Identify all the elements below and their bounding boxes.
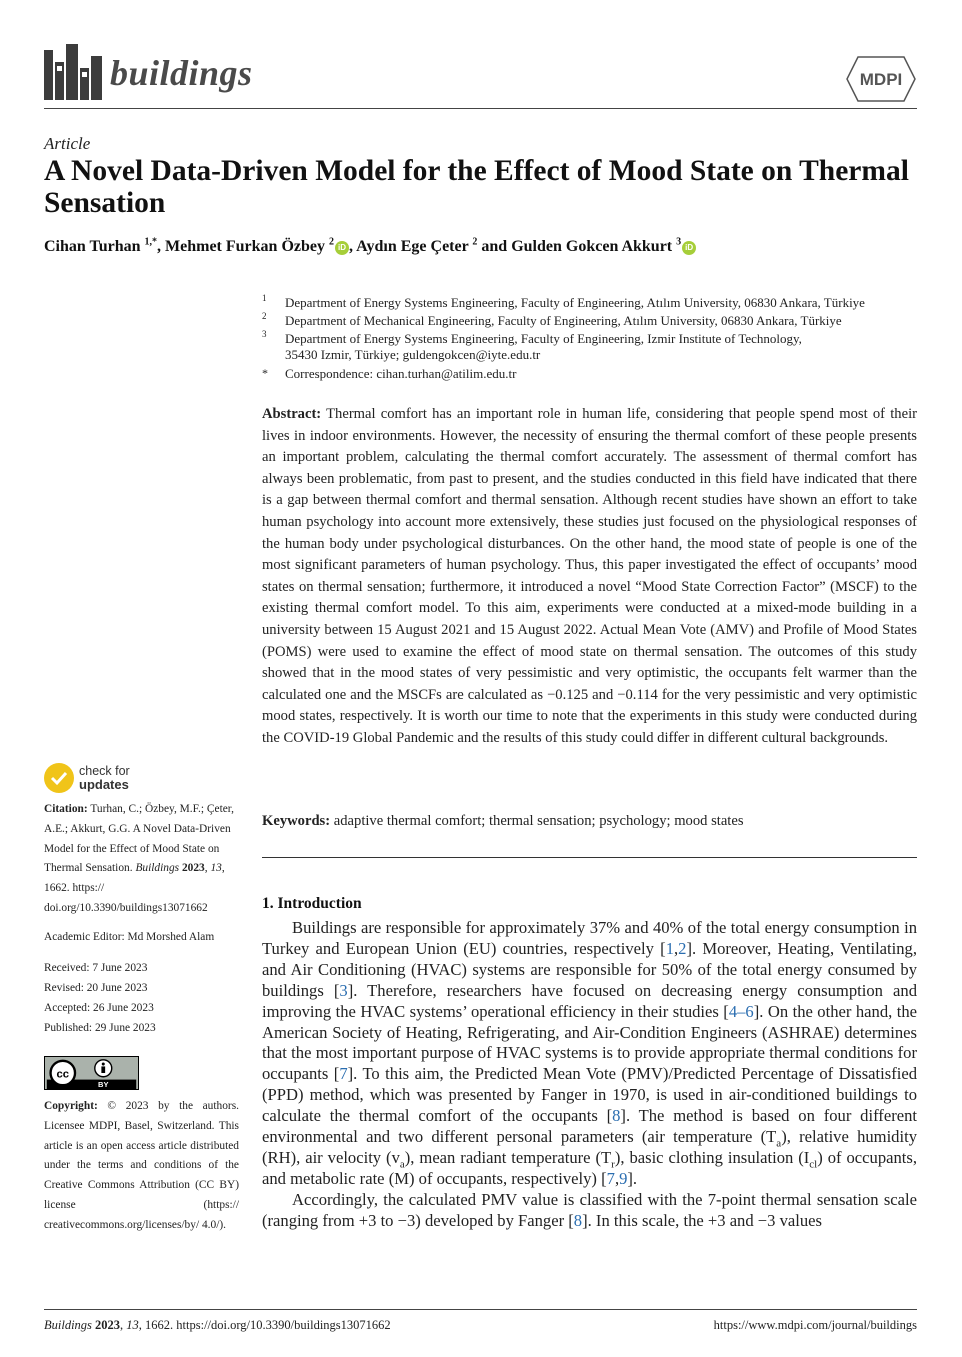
citation-block: Citation: Turhan, C.; Özbey, M.F.; Çeter, A.E.; Akkurt, G.G. A Novel Data-Driven Model for the Effect of Mood State on Thermal Sensation. Buildings 2023, 13, 1662. https:// doi.org/10.3390/buildings13071662: [44, 803, 234, 914]
author-affiliation-mark: 2: [329, 236, 334, 248]
author-affiliation-mark: 3: [676, 236, 682, 248]
date-received: Received: 7 June 2023: [44, 962, 148, 974]
keywords-text: adaptive thermal comfort; thermal sensation; psychology; mood states: [333, 813, 744, 829]
author-affiliation-mark: 2: [472, 236, 478, 248]
orcid-icon[interactable]: iD: [682, 241, 696, 255]
svg-text:cc: cc: [56, 1068, 70, 1081]
keywords-label: Keywords:: [262, 813, 331, 829]
citation-link[interactable]: 7: [606, 1168, 615, 1188]
date-accepted: Accepted: 26 June 2023: [44, 1002, 154, 1014]
citation-link[interactable]: 4–6: [728, 1001, 754, 1021]
author-list: Cihan Turhan $^{1,*}$, Mehmet Furkan Özbey $^2$ iD , Aydın Ege Çeter $^2$ and Gulden Gokcen Akkurt $^3$ iD: [44, 238, 696, 256]
academic-editor: Academic Editor: Md Morshed Alam: [44, 931, 215, 943]
article-type: Article: [44, 134, 91, 153]
cc-by-license-icon[interactable]: [44, 1056, 139, 1090]
date-published: Published: 29 June 2023: [44, 1022, 156, 1034]
citation-link[interactable]: 3: [339, 980, 348, 1000]
author-name: Aydın Ege Çeter: [356, 238, 473, 255]
author-affiliation-mark: 1,*: [144, 236, 158, 248]
citation-link[interactable]: 9: [619, 1168, 628, 1188]
citation-link[interactable]: 1: [665, 938, 674, 958]
footer-citation: Buildings 2023, 13, 1662. https://doi.org/10.3390/buildings13071662: [44, 1318, 391, 1332]
svg-text:BY: BY: [98, 1080, 109, 1090]
intro-paragraph-2: Accordingly, the calculated PMV value is classified with the 7-point thermal sensation scale (ranging from +3 to −3) developed by Fanger [8]. In this scale, the +3 and −3 values: [262, 1189, 917, 1230]
mdpi-logo-text: MDPI: [859, 70, 903, 89]
author-name: Cihan Turhan: [44, 238, 145, 255]
keywords: [262, 813, 744, 830]
section-divider: [262, 857, 917, 858]
citation-link[interactable]: 2: [678, 938, 687, 958]
citation-link[interactable]: 7: [339, 1064, 348, 1084]
date-revised: Revised: 20 June 2023: [44, 982, 148, 994]
copyright-notice: Copyright: © 2023 by the authors. Licensee MDPI, Basel, Switzerland. This article is an open access article distributed under the terms and conditions of the Creative Commons Attribution (CC BY) license (https:// creativecommons.org/licenses/by/ 4.0/).: [44, 1100, 239, 1231]
check-for-updates-button[interactable]: check for updates: [44, 763, 184, 797]
article-title: A Novel Data-Driven Model for the Effect of Mood State on Thermal Sensation: [44, 155, 909, 219]
footer-divider: [44, 1309, 917, 1310]
buildings-logo-icon: [44, 44, 102, 100]
abstract-label: Abstract:: [262, 406, 322, 422]
check-updates-icon: [44, 763, 74, 793]
citation-link[interactable]: 8: [573, 1210, 583, 1230]
journal-name: buildings: [110, 53, 253, 93]
author-name: Mehmet Furkan Özbey: [165, 238, 329, 255]
header-divider: [44, 108, 917, 109]
citation-link[interactable]: 8: [612, 1106, 621, 1126]
abstract-text: Thermal comfort has an important role in human life, considering that people spend most of their lives in indoor environments. However, the necessity of ensuring the thermal comfort of these people presents an important problem, calculating the thermal comfort accurately. The assessment of thermal comfort has always been problematic, from past to present, and the studies conducted in this field have indicated that there is a gap between thermal comfort and thermal sensation. Although recent studies have shown an effort to take human psychology into account more extensively, these studies just focused on the physiological responses of the human body under psychological disturbances. On the other hand, the mood state of people is one of the most significant parameters of human psychology. Thus, this paper investigated the effect of occupants’ mood states on thermal sensation; furthermore, it introduced a novel “Mood State Correction Factor” (MSCF) to the existing thermal comfort model. To this aim, experiments were conducted at a mixed-mode building in a university between 15 August 2021 and 15 August 2022. Actual Mean Vote (AMV) and Profile of Mood States (POMS) were used to examine the effect of mood state on thermal sensation. The outcomes of this study showed that in the mood states of very pessimistic and very optimistic, the occupants felt warmer than the calculated one and the MSCFs are calculated as −0.125 and −0.114 for the very pessimistic and very optimistic mood states, respectively. It is worth our time to note that the experiments in this study were conducted during the COVID-19 Global Pandemic and the results of this study could differ in different cultural backgrounds.: [262, 406, 917, 746]
introduction-body: [262, 918, 917, 1232]
intro-paragraph-1: Buildings are responsible for approximately 37% and 40% of the total energy consumption in Turkey and European Union (EU) countries, respectively [1,2]. Moreover, Heating, Ventilating, and Air Conditioning (HVAC) systems are responsible for 50% of the total energy consumed by buildings [3]. Therefore, researchers have focused on decreasing energy consumption and improving the HVAC systems’ operational efficiency in their studies [4–6]. On the other hand, the American Society of Heating, Refrigerating, and Air-Condition Engineers (ASHRAE) determines that the most important purpose of HVAC systems is to provide appropriate thermal conditions for occupants [7]. To this aim, the Predicted Mean Vote (PMV)/Predicted Percentage of Dissatisfied (PPD) method, which was presented by Fanger in 1970, is used in air-conditioned buildings to calculate the thermal comfort of the occupants [8]. The method is based on four different environmental and two different personal parameters (air temperature $(T_a)$, relative humidity (RH), air velocity $(v_a)$, mean radiant temperature $(T_r)$, basic clothing insulation $(I_{cl})$ of occupants, and metabolic rate (M) of occupants, respectively) [7,9].: [262, 918, 918, 1188]
author-name: Gulden Gokcen Akkurt: [511, 238, 677, 255]
footer-journal-url[interactable]: https://www.mdpi.com/journal/buildings: [713, 1318, 917, 1332]
mdpi-logo-icon: [846, 56, 916, 102]
section-heading-introduction: 1. Introduction: [262, 895, 362, 912]
orcid-icon[interactable]: iD: [335, 241, 349, 255]
abstract: [262, 404, 917, 750]
